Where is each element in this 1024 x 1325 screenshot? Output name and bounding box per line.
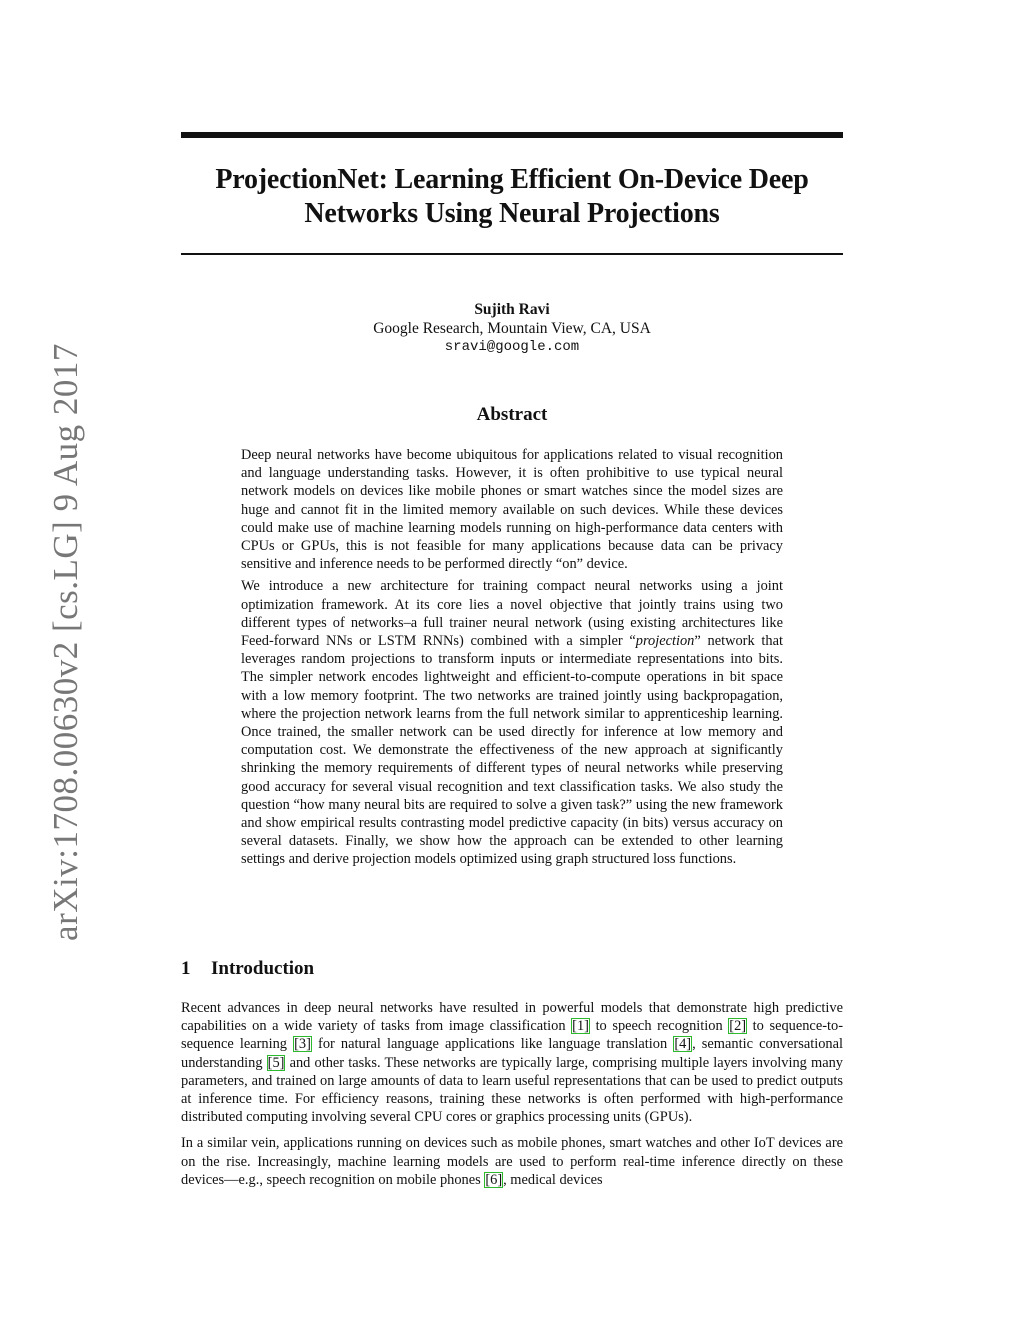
- intro-p2-text: In a similar vein, applications running on devices such as mobile phones, smart watches and other IoT devices are on the rise. Increasingly, machine learning models are used to perform real-time inference directly on these devices—e.g., speech recognition on mobile phones: [181, 1135, 843, 1188]
- citation-link[interactable]: [4]: [674, 1036, 692, 1053]
- abstract-p2-text-b: ” network that leverages random projections to transform inputs or intermediate representations into bits. The simpler network encodes lightweight and efficient-to-compute operations in bit space with a low memory footprint. The two networks are trained jointly using backpropagation, where the projection network learns from the full network similar to apprenticeship learning. Once trained, the smaller network can be used directly for inference at low memory and computation cost. We demonstrate the effectiveness of the new approach at significantly shrinking the memory requirements of different types of neural networks while preserving good accuracy for several visual recognition and text classification tasks. We also study the question “how many neural bits are required to solve a given task?” using the new framework and show empirical results contrasting model predictive capacity (in bits) versus accuracy on several datasets. Finally, we show how the approach can be extended to other learning settings and derive projection models optimized using graph structured loss functions.: [241, 633, 783, 868]
- abstract-p2-text-a: We introduce a new architecture for training compact neural networks using a joint optimization framework. At its core lies a novel objective that jointly trains using two different types of networks–a full trainer neural network (using existing architectures like Feed-forward NNs or LSTM RNNs) combined with a simpler “: [241, 578, 783, 650]
- arxiv-stamp: arXiv:1708.00630v2 [cs.LG] 9 Aug 2017: [46, 343, 85, 941]
- title-bottom-rule: [181, 253, 843, 255]
- title-top-rule: [181, 132, 843, 138]
- author-name: Sujith Ravi: [474, 301, 550, 318]
- intro-p1-text: , semantic conversational understanding: [181, 1036, 843, 1071]
- intro-p1-text: to sequence-to-sequence learning: [181, 1018, 843, 1053]
- citation-link[interactable]: [1]: [572, 1018, 589, 1035]
- abstract-paragraph-2: [241, 577, 783, 868]
- abstract-body: [241, 446, 783, 873]
- intro-p1-text: for natural language applications like language translation: [311, 1036, 674, 1053]
- title-line-1: ProjectionNet: Learning Efficient On-Device Deep: [215, 164, 809, 195]
- abstract-p2-emphasis: projection: [635, 633, 695, 650]
- section-number: 1: [181, 958, 191, 979]
- paper-title: [181, 163, 843, 231]
- abstract-heading: Abstract: [476, 404, 548, 425]
- title-line-2: Networks Using Neural Projections: [304, 198, 720, 229]
- section-title: Introduction: [211, 958, 315, 979]
- citation-link[interactable]: [2]: [729, 1018, 747, 1035]
- citation-link[interactable]: [6]: [485, 1171, 503, 1188]
- intro-p1-text: to speech recognition: [589, 1018, 729, 1035]
- intro-paragraph-1: [181, 999, 843, 1126]
- author-affiliation: Google Research, Mountain View, CA, USA: [373, 320, 651, 337]
- introduction-body: [181, 999, 843, 1197]
- intro-paragraph-2: [181, 1134, 843, 1189]
- section-heading-introduction: [181, 957, 314, 981]
- intro-p1-text: and other tasks. These networks are typically large, comprising multiple layers involving many parameters, and trained on large amounts of data to learn useful representations that can be used to predict outputs at inference time. For efficiency reasons, training these networks is often performed with high-performance distributed computing involving several CPU cores or graphics processing units (GPUs).: [181, 1054, 843, 1126]
- author-block: [181, 300, 843, 357]
- intro-p2-text: , medical devices: [503, 1171, 603, 1188]
- author-email[interactable]: sravi@google.com: [444, 339, 580, 355]
- citation-link[interactable]: [5]: [267, 1054, 285, 1071]
- intro-p1-text: Recent advances in deep neural networks have resulted in powerful models that demonstrate high predictive capabilities on a wide variety of tasks from image classification: [181, 1000, 843, 1035]
- abstract-paragraph-1: Deep neural networks have become ubiquitous for applications related to visual recognition and language understanding tasks. However, it is often prohibitive to use typical neural network models on devices like mobile phones or smart watches since the model sizes are huge and cannot fit in the limited memory available on such devices. While these devices could make use of machine learning models running on high-performance data centers with CPUs or GPUs, this is not feasible for many applications because data can be privacy sensitive and inference needs to be performed directly “on” device.: [241, 447, 783, 573]
- citation-link[interactable]: [3]: [294, 1036, 311, 1053]
